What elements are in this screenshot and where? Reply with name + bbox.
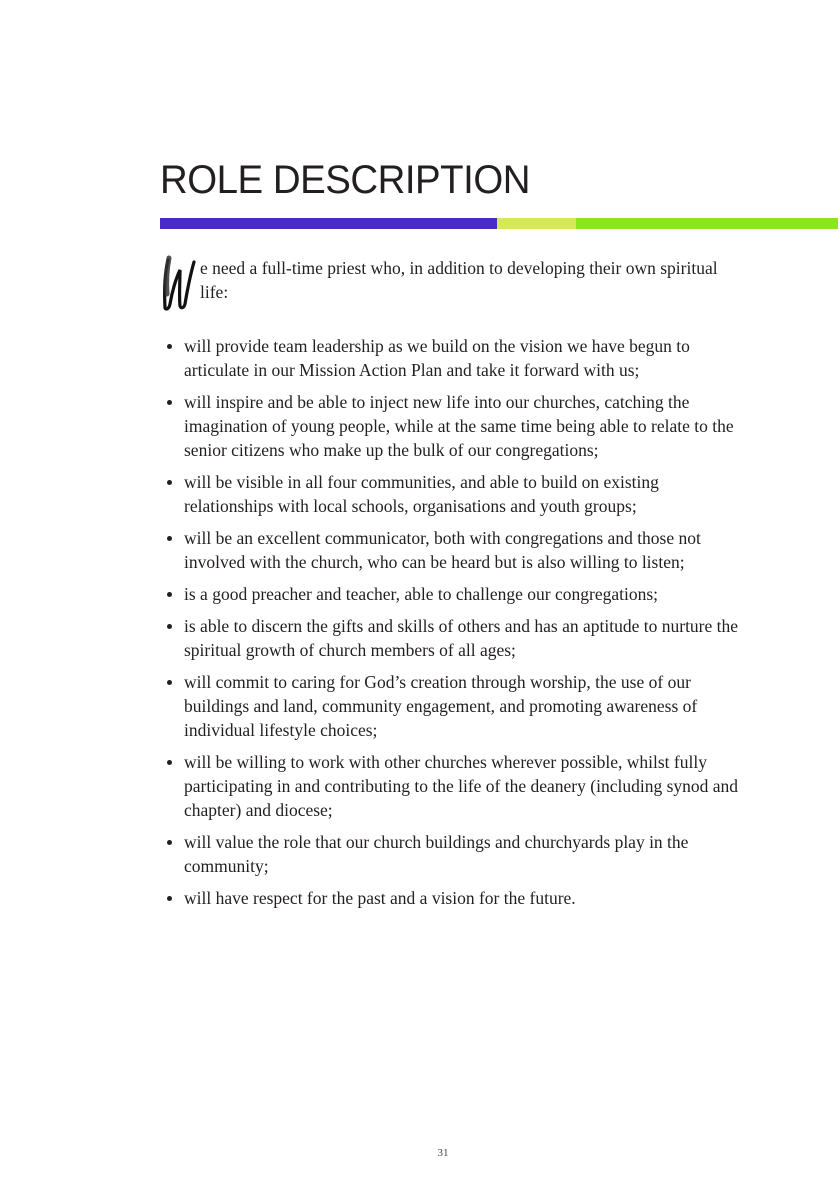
list-item (160, 526, 740, 574)
list-item-text: will be visible in all four communities, and able to build on existing relationships with local schools, organisations and youth groups; (184, 472, 659, 516)
list-item-text: will value the role that our church buildings and churchyards play in the community; (184, 832, 689, 876)
bullet-icon (167, 592, 172, 597)
list-item (160, 670, 740, 742)
bullet-icon (167, 400, 172, 405)
intro-text: e need a full-time priest who, in addition to developing their own spiritual life: (200, 258, 718, 302)
list-item (160, 390, 740, 462)
list-item (160, 470, 740, 518)
bullet-icon (167, 680, 172, 685)
page-number: 31 (437, 1147, 449, 1159)
drop-cap-w-icon (160, 254, 200, 314)
role-requirements-list (160, 334, 740, 918)
list-item-text: is able to discern the gifts and skills of others and has an aptitude to nurture the spiritual growth of church members of all ages; (184, 616, 739, 660)
list-item-text: will provide team leadership as we build on the vision we have begun to articulate in our Mission Action Plan and take it forward with us; (184, 336, 690, 380)
list-item-text: will inspire and be able to inject new life into our churches, catching the imagination of young people, while at the same time being able to relate to the senior citizens who make up the bulk of our congregations; (184, 392, 734, 460)
list-item (160, 334, 740, 382)
intro-paragraph (160, 256, 740, 304)
list-item (160, 582, 740, 606)
list-item-text: will have respect for the past and a vision for the future. (184, 888, 576, 908)
title-underline-rule (160, 218, 838, 229)
bullet-icon (167, 624, 172, 629)
bullet-icon (167, 480, 172, 485)
list-item-text: will be an excellent communicator, both with congregations and those not involved with the church, who can be heard but is also willing to listen; (184, 528, 701, 572)
list-item (160, 750, 740, 822)
rule-segment-purple (160, 218, 497, 229)
list-item-text: will commit to caring for God’s creation through worship, the use of our buildings and land, community engagement, and promoting awareness of individual lifestyle choices; (184, 672, 698, 740)
list-item (160, 614, 740, 662)
list-item-text: will be willing to work with other churches wherever possible, whilst fully participating in and contributing to the life of the deanery (including synod and chapter) and diocese; (184, 752, 739, 820)
list-item-text: is a good preacher and teacher, able to challenge our congregations; (184, 584, 659, 604)
bullet-icon (167, 344, 172, 349)
bullet-icon (167, 840, 172, 845)
rule-segment-yellow-green (497, 218, 576, 229)
list-item (160, 830, 740, 878)
bullet-icon (167, 536, 172, 541)
list-item (160, 886, 740, 910)
bullet-icon (167, 896, 172, 901)
bullet-icon (167, 760, 172, 765)
rule-segment-green (576, 218, 838, 229)
page-title: ROLE DESCRIPTION (160, 158, 530, 202)
